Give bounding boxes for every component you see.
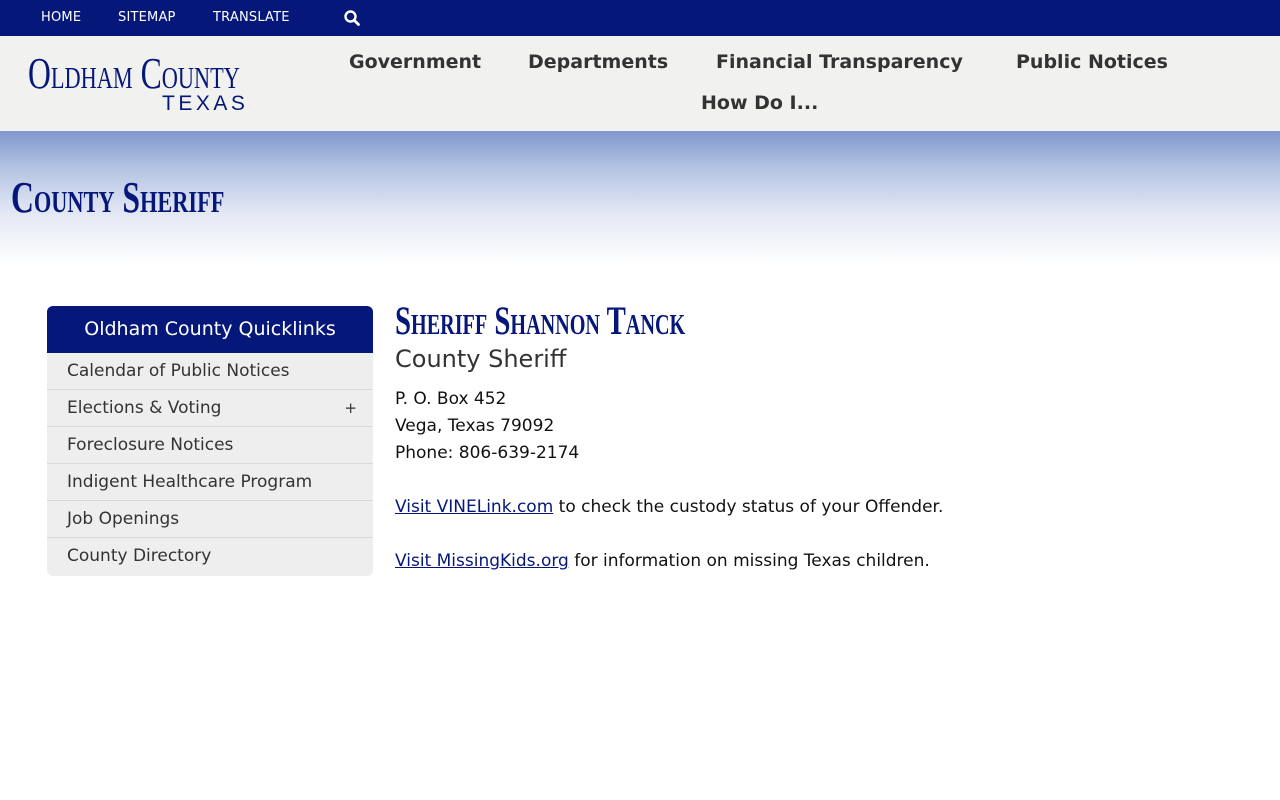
home-link[interactable]: HOME xyxy=(41,10,82,25)
nav-financial-transparency[interactable]: Financial Transparency xyxy=(716,51,963,73)
translate-link[interactable]: TRANSLATE xyxy=(213,10,290,25)
logo-sub-text: TEXAS xyxy=(162,92,249,115)
search-icon[interactable] xyxy=(343,9,361,27)
phone-number: Phone: 806-639-2174 xyxy=(395,443,580,463)
quicklink-label: Calendar of Public Notices xyxy=(67,361,290,381)
site-header xyxy=(0,36,1280,131)
utility-bar xyxy=(0,0,1280,36)
nav-departments[interactable]: Departments xyxy=(528,51,669,73)
vinelink-paragraph xyxy=(395,494,1255,521)
missingkids-text: for information on missing Texas children. xyxy=(568,551,930,571)
missingkids-link[interactable]: Visit MissingKids.org xyxy=(395,551,569,571)
main-content xyxy=(395,298,1255,575)
quicklink-label: Elections & Voting xyxy=(67,398,222,418)
sheriff-name: Sheriff Shannon Tanck xyxy=(395,298,686,343)
vinelink-text: to check the custody status of your Offender. xyxy=(553,497,944,517)
quicklink-label: County Directory xyxy=(67,546,212,566)
address-line-1: P. O. Box 452 xyxy=(395,389,507,409)
quicklink-label: Indigent Healthcare Program xyxy=(67,472,313,492)
nav-public-notices[interactable]: Public Notices xyxy=(1016,51,1168,73)
quicklinks-header: Oldham County Quicklinks xyxy=(47,306,373,353)
nav-government[interactable]: Government xyxy=(349,51,482,73)
nav-how-do-i[interactable]: How Do I... xyxy=(701,92,819,114)
vinelink-link[interactable]: Visit VINELink.com xyxy=(395,497,554,517)
quicklink-county-directory[interactable] xyxy=(47,538,373,575)
page-title: County Sheriff xyxy=(11,173,225,222)
county-logo[interactable] xyxy=(28,50,258,120)
quicklink-elections-voting[interactable] xyxy=(47,390,373,427)
quicklink-job-openings[interactable] xyxy=(47,501,373,538)
expand-plus-icon[interactable]: + xyxy=(344,399,357,417)
logo-main-text: Oldham County xyxy=(28,49,240,98)
quicklink-calendar-public-notices[interactable] xyxy=(47,353,373,390)
contact-address xyxy=(395,386,1255,467)
quicklink-foreclosure-notices[interactable] xyxy=(47,427,373,464)
sitemap-link[interactable]: SITEMAP xyxy=(118,10,176,25)
address-line-2: Vega, Texas 79092 xyxy=(395,416,555,436)
quicklink-indigent-healthcare[interactable] xyxy=(47,464,373,501)
quicklink-label: Foreclosure Notices xyxy=(67,435,234,455)
sheriff-role: County Sheriff xyxy=(395,345,567,373)
quicklinks-panel xyxy=(47,306,373,576)
page-banner xyxy=(0,131,1280,266)
quicklink-label: Job Openings xyxy=(67,509,180,529)
missingkids-paragraph xyxy=(395,548,1255,575)
